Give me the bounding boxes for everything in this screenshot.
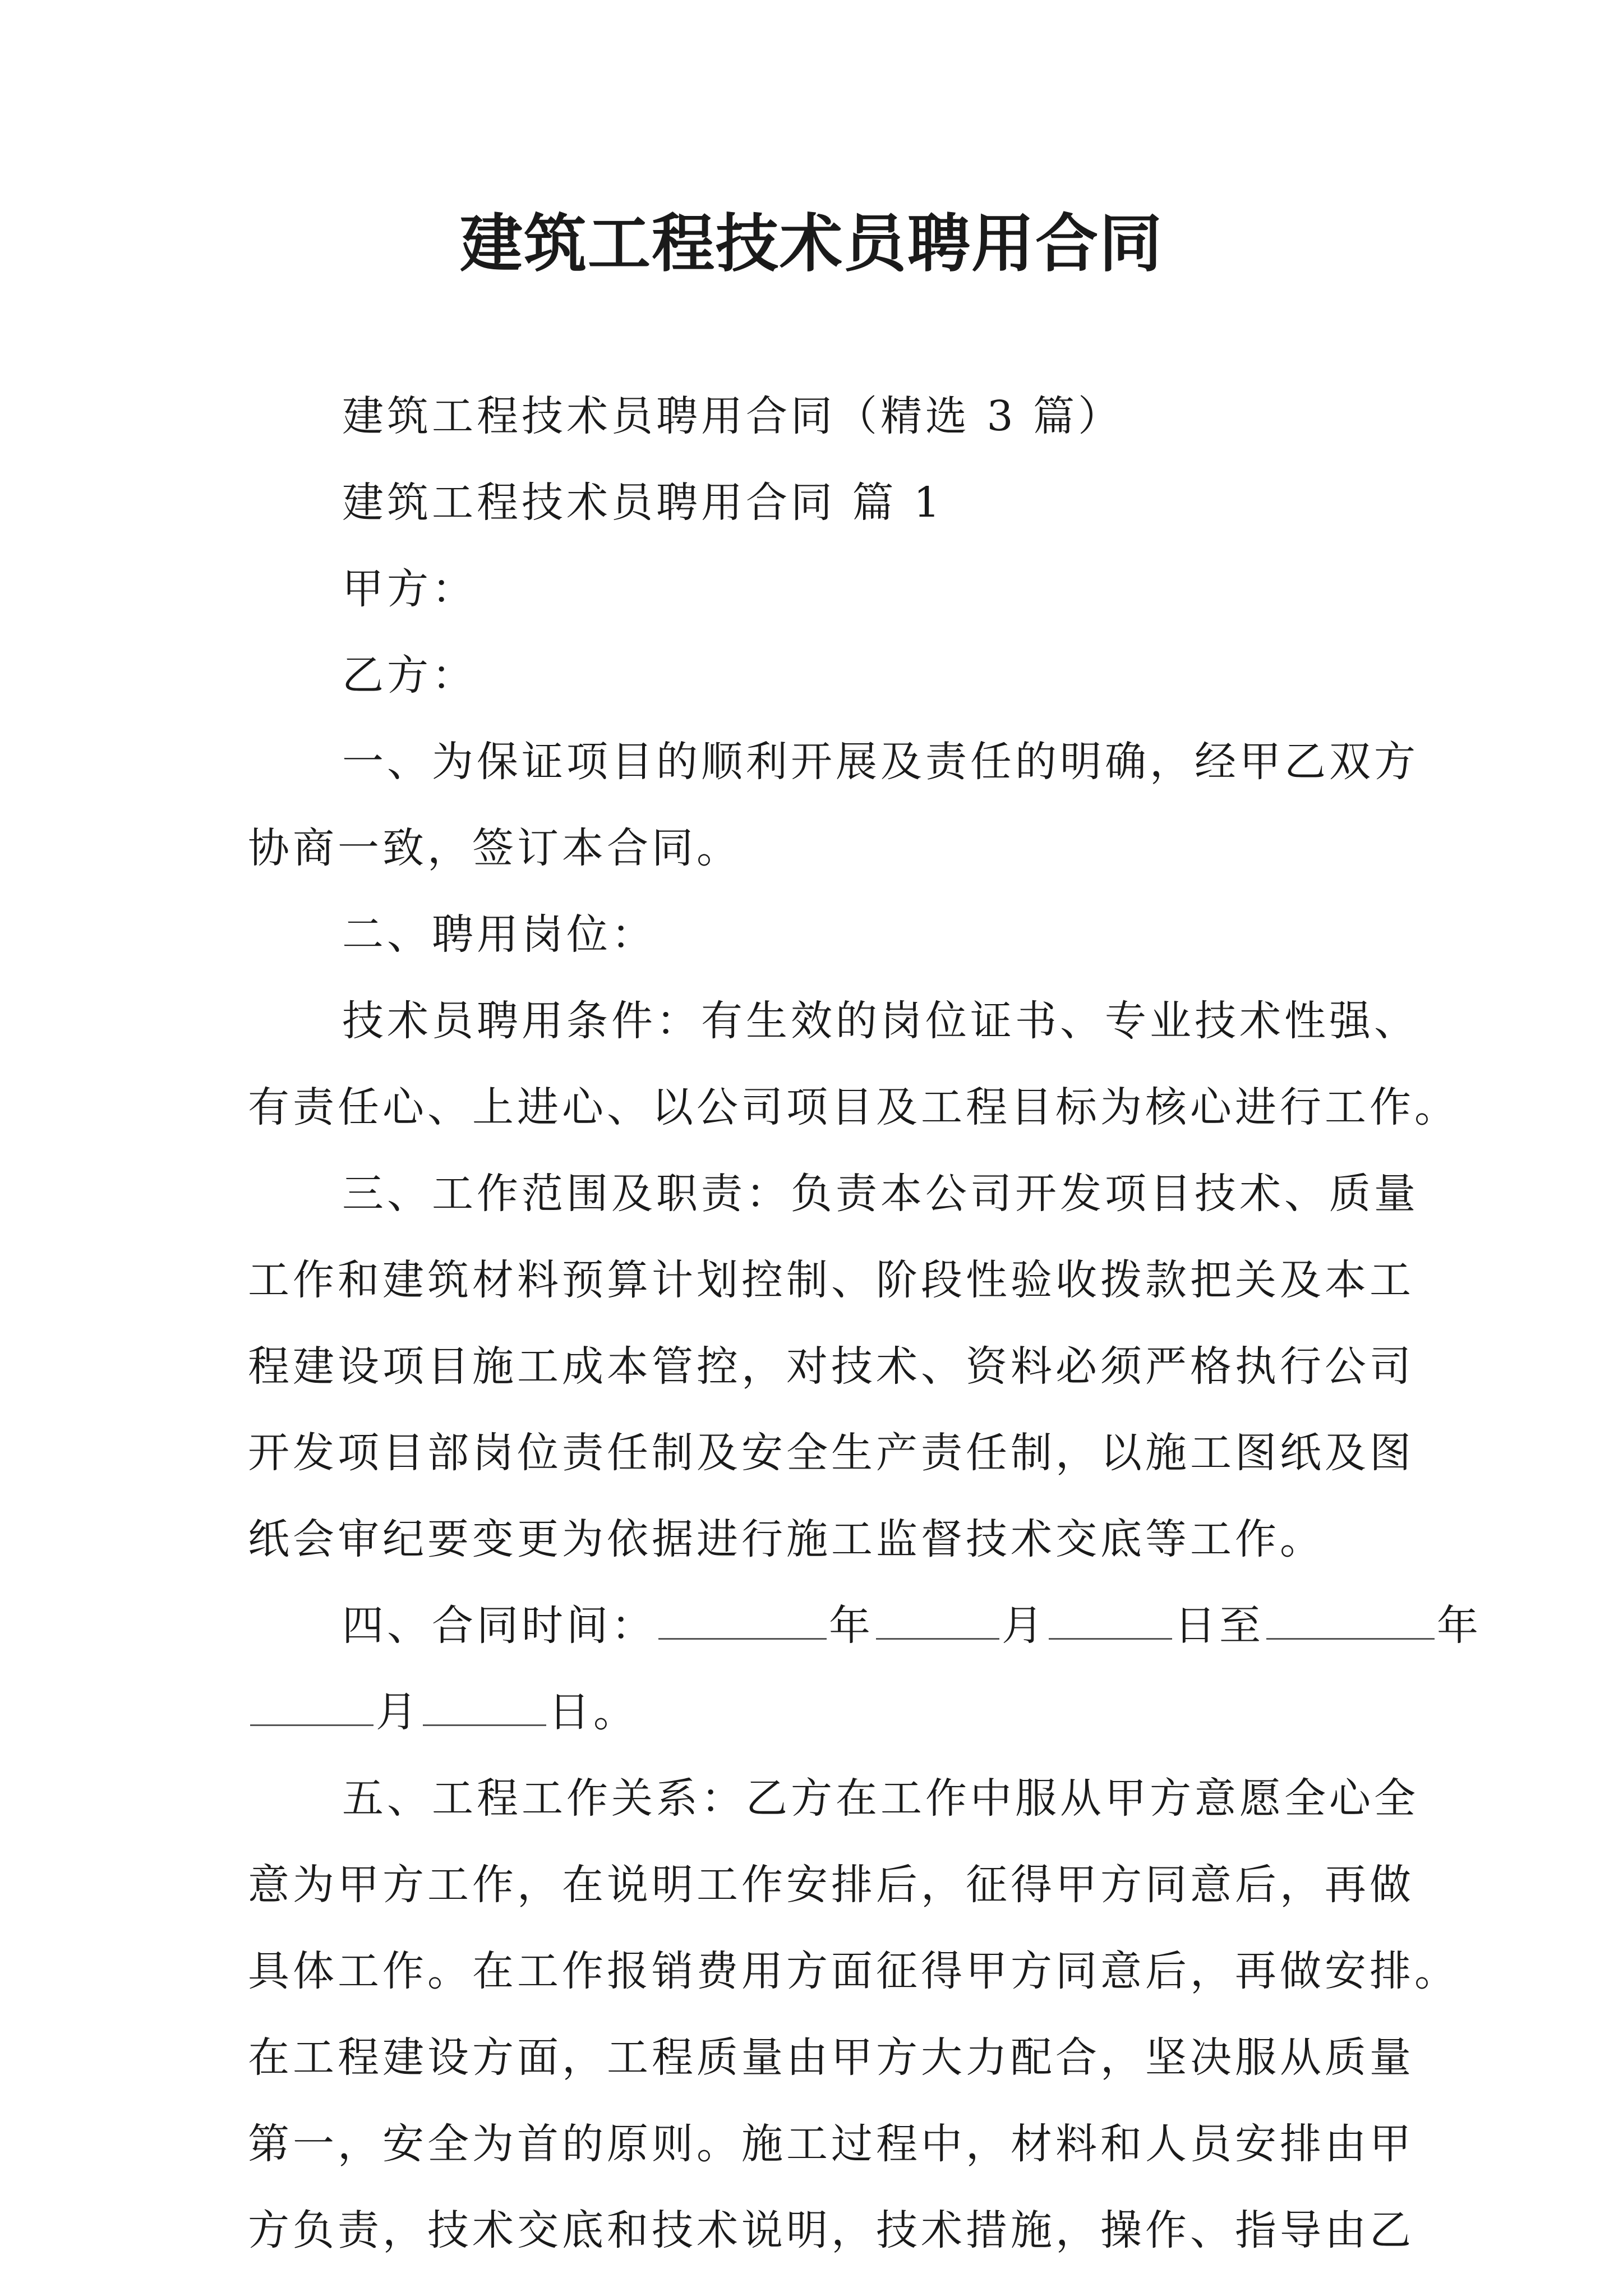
year-text: 年: [829, 1602, 874, 1650]
start-year-blank: [658, 1598, 827, 1640]
paragraph-line: 工作和建筑材料预算计划控制、阶段性验收拨款把关及本工: [248, 1256, 1414, 1304]
paragraph-line: 一、为保证项目的顺利开展及责任的明确，经甲乙双方: [342, 738, 1419, 786]
day-to-text: 日至: [1174, 1602, 1264, 1650]
paragraph-line: 三、工作范围及职责：负责本公司开发项目技术、质量: [342, 1170, 1419, 1218]
section-heading: 建筑工程技术员聘用合同 篇 1: [342, 478, 944, 527]
start-day-blank: [1049, 1598, 1172, 1640]
day-end-text: 日。: [548, 1688, 638, 1736]
document-title: 建筑工程技术员聘用合同: [460, 207, 1163, 280]
paragraph-line: 程建设项目施工成本管控，对技术、资料必须严格执行公司: [248, 1342, 1414, 1391]
document-body: [248, 373, 1482, 2274]
paragraph-line: 第一，安全为首的原则。施工过程中，材料和人员安排由甲: [248, 2120, 1414, 2168]
start-month-blank: [876, 1598, 999, 1640]
party-b-line: 乙方：: [342, 651, 477, 700]
end-day-blank: [423, 1684, 546, 1726]
contract-time-label: 四、合同时间：: [342, 1602, 656, 1650]
subtitle-line: 建筑工程技术员聘用合同（精选 3 篇）: [342, 392, 1123, 440]
paragraph-line: 五、工程工作关系：乙方在工作中服从甲方意愿全心全: [342, 1774, 1419, 1823]
end-month-blank: [250, 1684, 374, 1726]
paragraph-line: 技术员聘用条件：有生效的岗位证书、专业技术性强、: [342, 997, 1419, 1045]
paragraph-line: 在工程建设方面，工程质量由甲方大力配合，坚决服从质量: [248, 2033, 1414, 2082]
paragraph-line: 协商一致，签订本合同。: [248, 824, 741, 872]
paragraph-line: 具体工作。在工作报销费用方面征得甲方同意后，再做安排。: [248, 1947, 1459, 1995]
paragraph-line: 意为甲方工作，在说明工作安排后，征得甲方同意后，再做: [248, 1861, 1414, 1909]
end-year-blank: [1266, 1598, 1435, 1640]
month-text: 月: [376, 1688, 421, 1736]
month-text: 月: [1002, 1602, 1046, 1650]
contract-time-line-2: [248, 1669, 1375, 1755]
year-text: 年: [1437, 1602, 1482, 1650]
paragraph-line: 方负责，技术交底和技术说明，技术措施，操作、指导由乙: [248, 2206, 1414, 2254]
paragraph-line: 有责任心、上进心、以公司项目及工程目标为核心进行工作。: [248, 1083, 1459, 1131]
contract-time-line: [248, 1582, 1482, 1669]
paragraph-line: 开发项目部岗位责任制及安全生产责任制，以施工图纸及图: [248, 1429, 1414, 1477]
party-a-line: 甲方：: [342, 565, 477, 613]
paragraph-line: 纸会审纪要变更为依据进行施工监督技术交底等工作。: [248, 1515, 1325, 1563]
paragraph-line: 二、聘用岗位：: [342, 910, 656, 959]
